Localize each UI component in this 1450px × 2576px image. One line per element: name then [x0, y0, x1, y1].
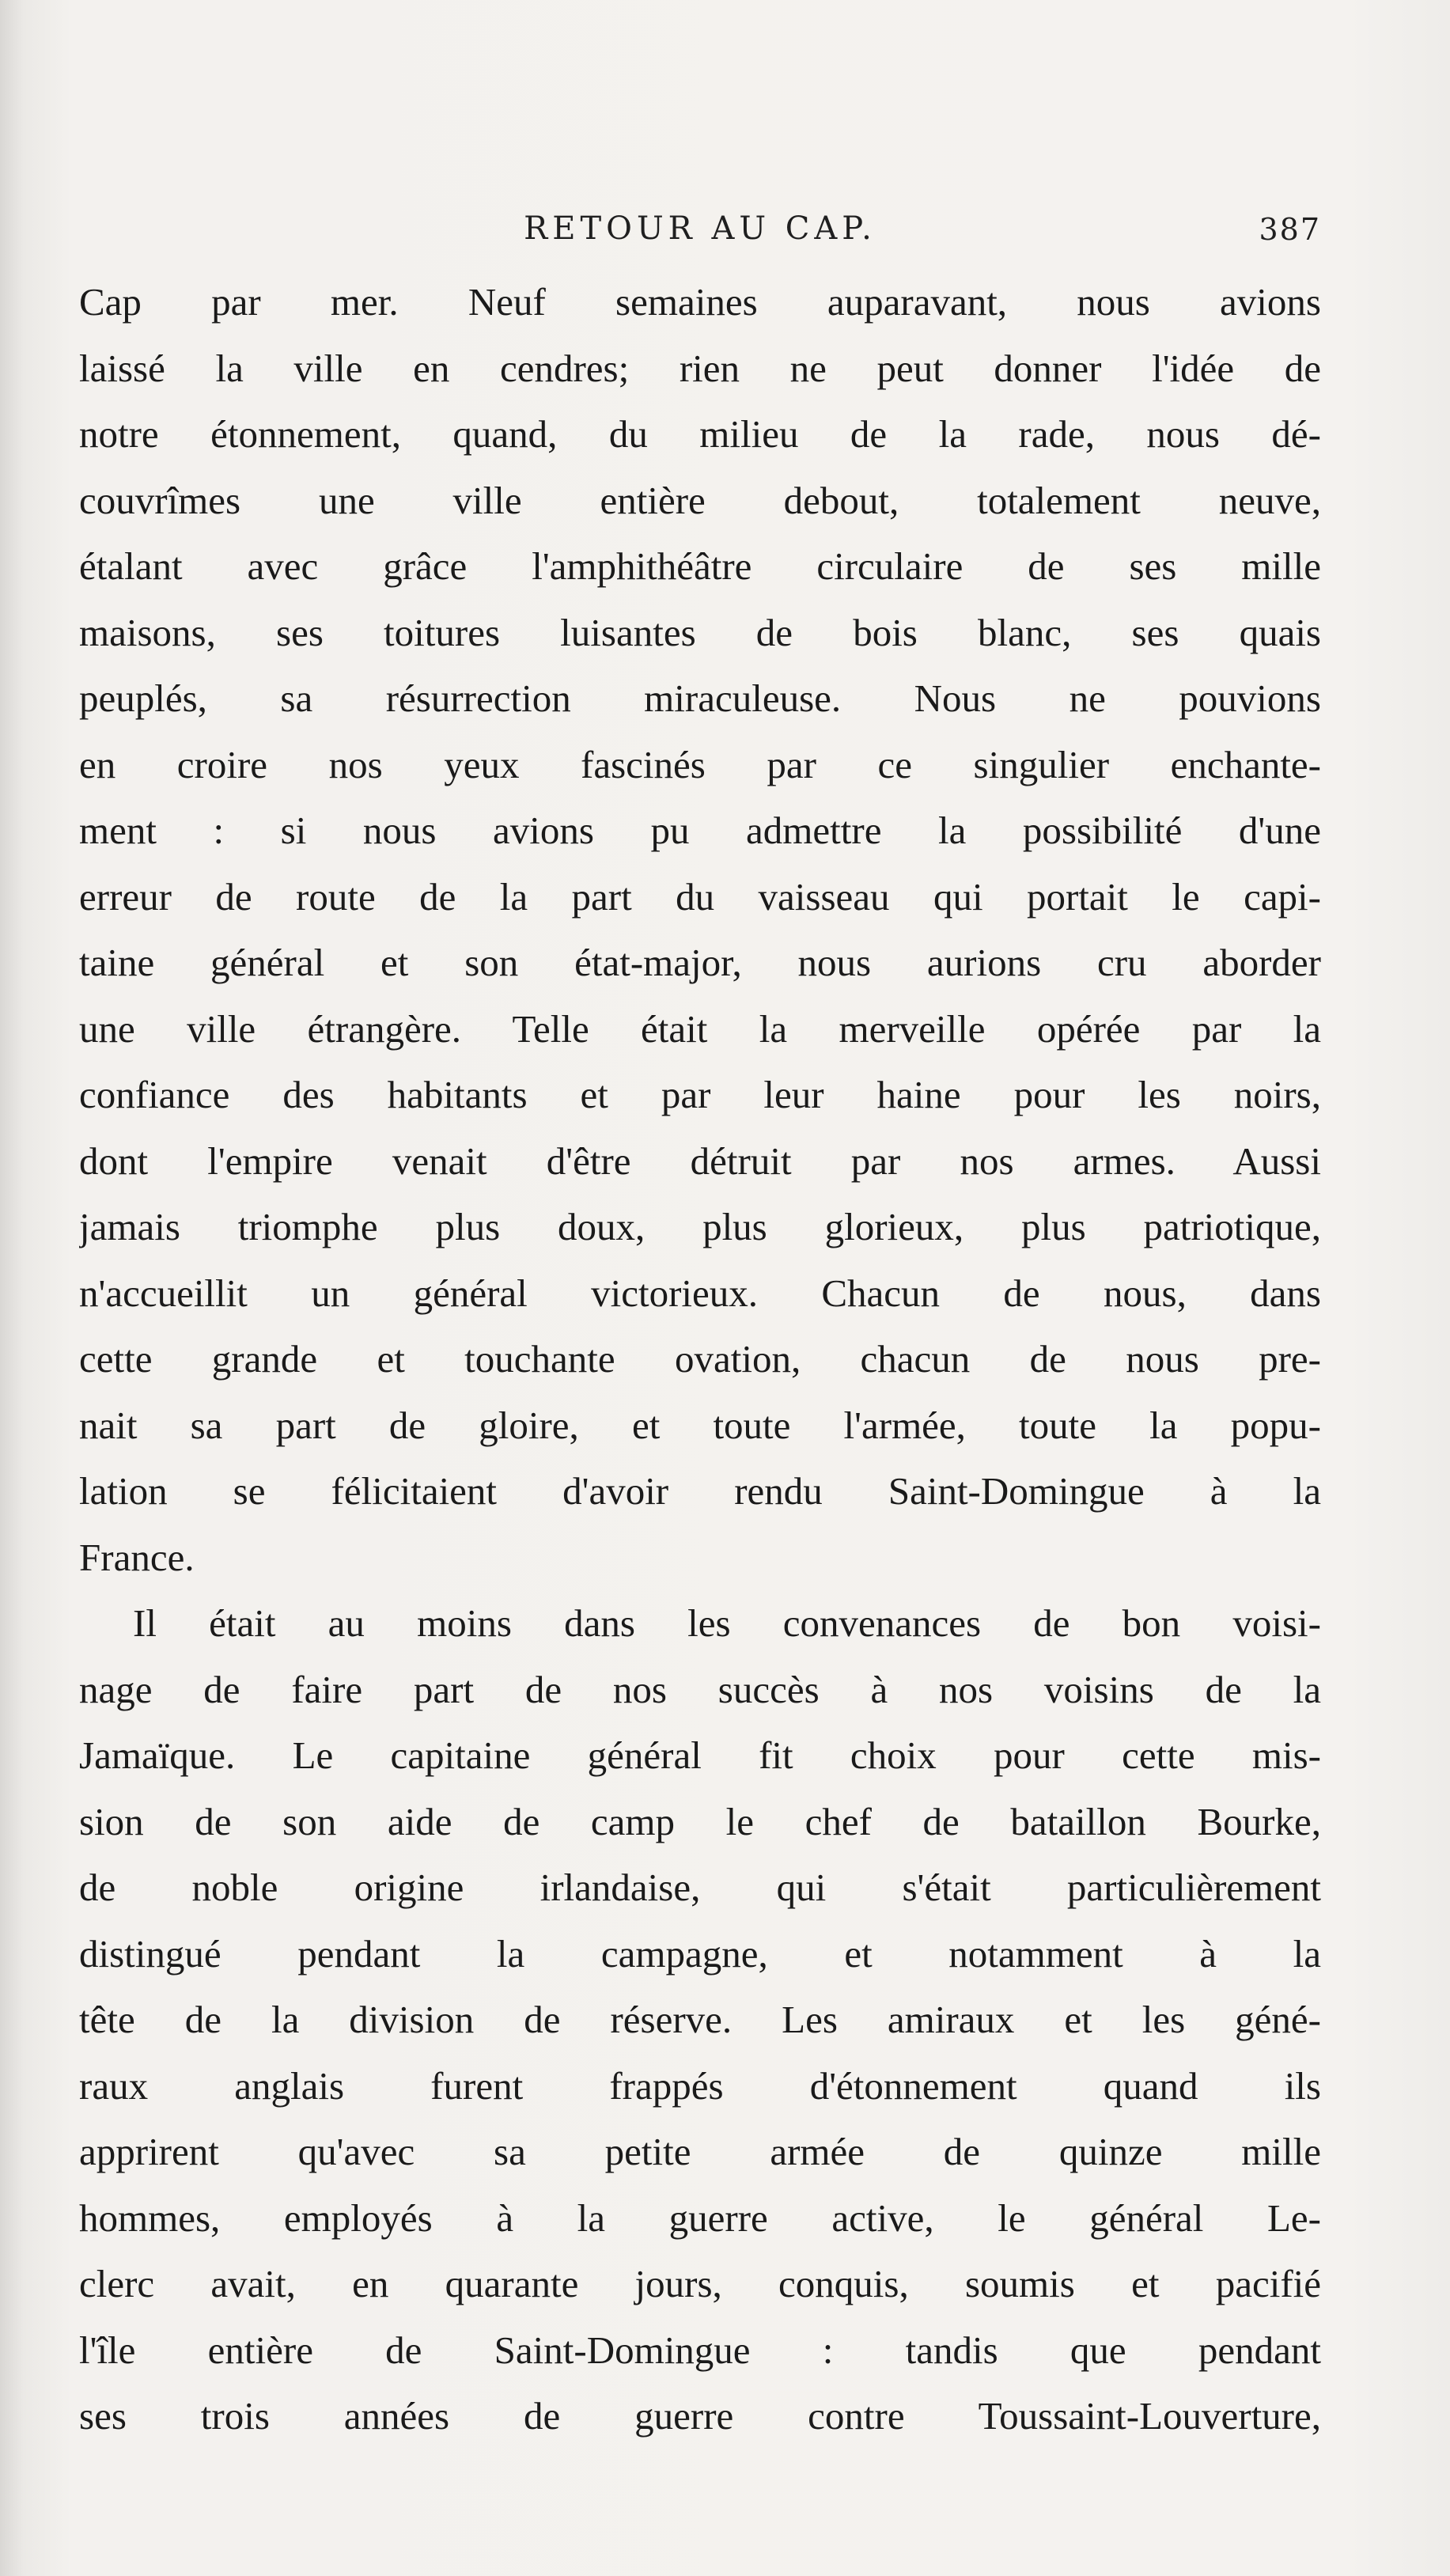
text-line: raux anglais furent frappés d'étonnement quand ils	[79, 2063, 1321, 2108]
text-line: apprirent qu'avec sa petite armée de quinze mille	[79, 2130, 1321, 2173]
text-line: tête de la division de réserve. Les amiraux et les géné-	[79, 1998, 1321, 2041]
text-line: une ville étrangère. Telle était la merveille opérée par la	[79, 1006, 1321, 1051]
text-line: clerc avait, en quarante jours, conquis, soumis et pacifié	[79, 2262, 1321, 2305]
text-line: peuplés, sa résurrection miraculeuse. Nous ne pouvions	[79, 676, 1321, 720]
text-line: distingué pendant la campagne, et notamment à la	[79, 1931, 1321, 1976]
text-line: jamais triomphe plus doux, plus glorieux, plus patriotique,	[79, 1205, 1321, 1248]
text-line: n'accueillit un général victorieux. Chacun de nous, dans	[79, 1271, 1321, 1315]
text-line: en croire nos yeux fascinés par ce singulier enchante-	[79, 742, 1321, 786]
text-line: lation se félicitaient d'avoir rendu Saint-Domingue à la	[79, 1469, 1321, 1513]
body-text	[79, 269, 1321, 2449]
text-line: laissé la ville en cendres; rien ne peut donner l'idée de	[79, 346, 1321, 390]
page-number: 387	[1259, 212, 1321, 247]
text-line: hommes, employés à la guerre active, le général Le-	[79, 2195, 1321, 2240]
text-line: sion de son aide de camp le chef de bataillon Bourke,	[79, 1799, 1321, 1843]
text-line: notre étonnement, quand, du milieu de la rade, nous dé-	[79, 412, 1321, 456]
text-line: nait sa part de gloire, et toute l'armée, toute la popu-	[79, 1403, 1321, 1447]
text-line: couvrîmes une ville entière debout, totalement neuve,	[79, 478, 1321, 522]
text-line: erreur de route de la part du vaisseau qui portait le capi-	[79, 874, 1321, 919]
text-line: ment : si nous avions pu admettre la possibilité d'une	[79, 809, 1321, 852]
text-line: de noble origine irlandaise, qui s'était particulièrement	[79, 1866, 1321, 1909]
running-head	[79, 210, 1321, 258]
text-line: l'île entière de Saint-Domingue : tandis que pendant	[79, 2328, 1321, 2372]
text-line: Cap par mer. Neuf semaines auparavant, nous avions	[79, 280, 1321, 324]
text-line: nage de faire part de nos succès à nos voisins de la	[79, 1667, 1321, 1711]
running-title: RETOUR AU CAP.	[524, 210, 876, 247]
paragraph-end-line: France.	[79, 1535, 195, 1579]
text-line: étalant avec grâce l'amphithéâtre circulaire de ses mille	[79, 544, 1321, 588]
text-line: taine général et son état-major, nous aurions cru aborder	[79, 941, 1321, 984]
text-line: ses trois années de guerre contre Toussaint-Louverture,	[79, 2394, 1321, 2438]
text-line: cette grande et touchante ovation, chacun de nous pre-	[79, 1337, 1321, 1381]
text-line: Jamaïque. Le capitaine général fit choix pour cette mis-	[79, 1733, 1321, 1777]
text-line: maisons, ses toitures luisantes de bois blanc, ses quais	[79, 610, 1321, 654]
text-line: confiance des habitants et par leur haine pour les noirs,	[79, 1073, 1321, 1116]
text-line: dont l'empire venait d'être détruit par nos armes. Aussi	[79, 1138, 1321, 1183]
paragraph-start-line: Il était au moins dans les convenances de bon voisi-	[133, 1601, 1321, 1645]
